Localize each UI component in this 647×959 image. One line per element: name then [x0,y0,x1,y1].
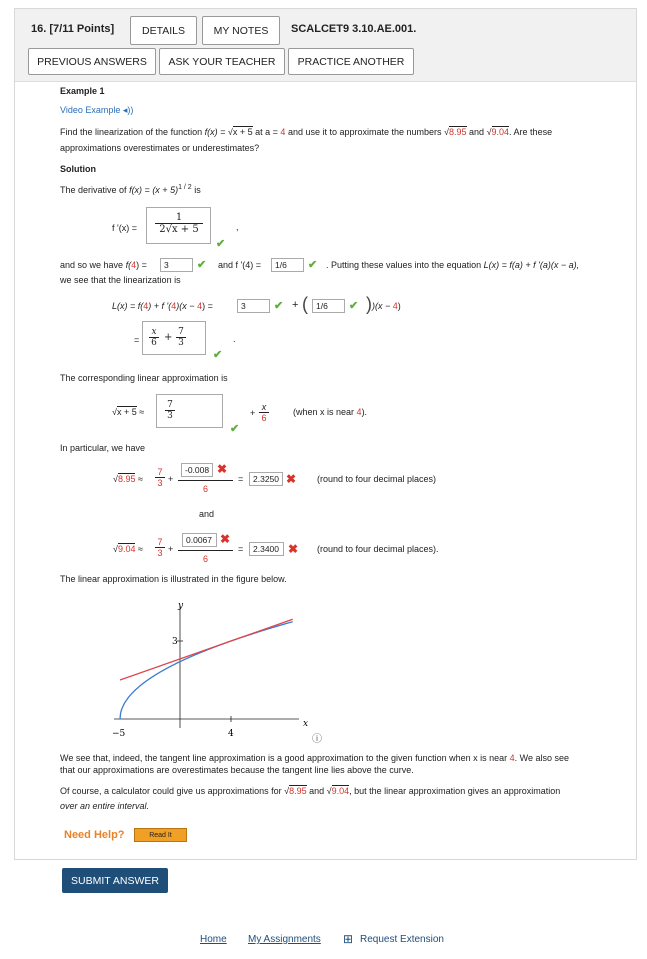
fprime4-label: and f '(4) = [218,260,261,270]
submit-answer-button[interactable]: SUBMIT ANSWER [62,868,168,893]
when-text: (when x is near 4). [293,407,368,417]
check-icon: ✔ [213,349,223,361]
x-tick-4: 4 [228,729,234,739]
calc2-numerator-input[interactable]: 0.0067 [182,533,217,547]
in-particular-text: In particular, we have [60,443,146,453]
details-button[interactable]: DETAILS [130,16,197,45]
question-number: 16. [7/11 Points] [31,23,115,35]
x-mark-icon: ✖ [217,462,228,476]
my-assignments-link[interactable]: My Assignments [248,934,321,945]
approx-lhs: √x + 5 ≈ [112,407,145,417]
problem-statement: Find the linearization of the function f(x) = √x + 5 at a = 4 and use it to approximate the numbers √8.95 and √9.04. Are these [60,127,553,137]
conclusion-line2: that our approximations are overestimates because the tangent line lies above the curve. [60,765,414,775]
x-axis-label: x [303,719,309,729]
x-tick-neg5: −5 [112,729,126,739]
calc1-lhs: √8.95 ≈ [113,474,143,484]
linear-approximation-chart [104,596,334,741]
example-title: Example 1 [60,86,105,96]
fprime4-input[interactable]: 1/6 [271,258,304,272]
f4-input[interactable]: 3 [160,258,193,272]
conclusion-line3: Of course, a calculator could give us approximations for √8.95 and √9.04, but the linear approximation gives an approximation [60,786,561,796]
conclusion-line1: We see that, indeed, the tangent line approximation is a good approximation to the given function when x is near 4. We also see [60,753,570,763]
approx-answer-box[interactable]: 7 3 [156,394,223,428]
tangent-line [120,619,293,680]
read-it-button[interactable]: Read It [134,828,187,842]
check-icon: ✔ [308,259,318,271]
check-icon: ✔ [230,423,240,435]
x-mark-icon: ✖ [286,472,297,486]
need-help-label: Need Help? [64,829,125,841]
video-example-link[interactable]: Video Example ◂)) [60,105,134,115]
practice-another-button[interactable]: PRACTICE ANOTHER [288,48,414,75]
check-icon: ✔ [274,300,284,312]
illustrated-text: The linear approximation is illustrated in the figure below. [60,574,287,584]
calendar-plus-icon: ⊞ [343,932,354,946]
ask-teacher-button[interactable]: ASK YOUR TEACHER [159,48,285,75]
corresponding-text: The corresponding linear approximation is [60,373,228,383]
my-notes-button[interactable]: MY NOTES [202,16,280,45]
previous-answers-button[interactable]: PREVIOUS ANSWERS [28,48,156,75]
request-extension-link[interactable]: Request Extension [360,934,444,945]
check-icon: ✔ [216,238,226,250]
round-note: (round to four decimal places). [317,544,439,554]
question-id: SCALCET9 3.10.AE.001. [291,23,417,35]
fprime-label: f '(x) = [112,223,137,233]
check-icon: ✔ [349,300,359,312]
problem-statement-line2: approximations overestimates or underestimates? [60,143,260,153]
calc2-result-input[interactable]: 2.3400 [249,542,284,556]
x-mark-icon: ✖ [288,542,299,556]
fprime-answer-box[interactable]: 1 2√x + 5 [146,207,211,244]
and-so-we-have: and so we have f(4) = [60,260,147,270]
derivative-intro: The derivative of $f(x) = (x + 5)^{1 / 2}$ is [60,184,201,195]
calc2-lhs: √9.04 ≈ [113,544,143,554]
solution-label: Solution [60,164,96,174]
home-link[interactable]: Home [200,934,227,945]
calc1-result-input[interactable]: 2.3250 [249,472,283,486]
question-header [15,9,636,82]
y-tick-3: 3 [172,637,178,647]
we-see-text: we see that the linearization is [60,275,181,285]
conclusion-line4: over an entire interval. [60,801,150,811]
calc1-numerator-input[interactable]: -0.008 [181,463,213,477]
round-note: (round to four decimal places) [317,474,437,484]
putting-text: . Putting these values into the equation L(x) = f(a) + f '(a)(x − a), [326,260,580,270]
speaker-icon: ◂)) [120,105,134,115]
linearization-equation: L(x) = f(4) + f '(4)(x − 4) = [112,301,213,311]
L-final-answer-box[interactable]: x 6 + 7 3 [142,321,206,355]
check-icon: ✔ [197,259,207,271]
y-axis-label: y [178,601,184,611]
L-f4-input[interactable]: 3 [237,299,270,313]
info-icon[interactable]: ⓘ [312,734,322,745]
x-mark-icon: ✖ [220,532,231,546]
L-fprime4-input[interactable]: 1/6 [312,299,345,313]
